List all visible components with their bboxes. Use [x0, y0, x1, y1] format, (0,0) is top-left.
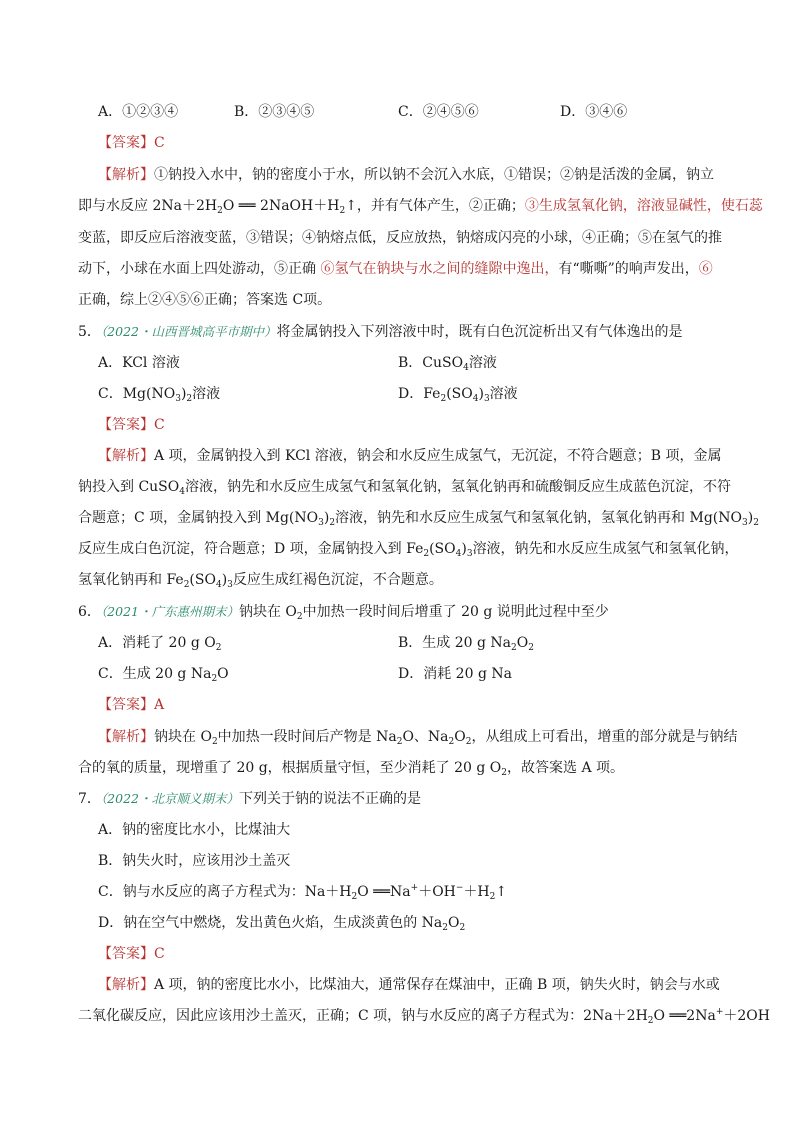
subscript: 2	[465, 737, 472, 747]
subscript: 4	[463, 363, 469, 373]
q7-analysis-line-2	[78, 1006, 770, 1026]
q7-analysis-line-1	[98, 975, 720, 995]
q4-analysis-line-2	[78, 196, 763, 216]
subscript: 4	[215, 580, 222, 590]
analysis-tag: 【解析】	[98, 729, 154, 745]
q4-option-a: A．①②③④	[98, 104, 179, 120]
subscript: 2	[396, 737, 403, 747]
question-number: 7．	[78, 791, 101, 807]
text: 溶液，钠先和水反应生成氢气和氢氧化钠，氢氧化钠再和硫酸铜反应生成蓝色沉淀，不符	[184, 479, 731, 495]
text: O ══2Na	[653, 1008, 716, 1024]
text: 中加热一段时间后增重了 20 g 说明此过程中至少	[302, 604, 609, 620]
superscript: +	[715, 1007, 724, 1017]
subscript: 2	[511, 643, 517, 653]
q4-option-c: C．②④⑤⑥	[398, 104, 479, 120]
q5-stem	[78, 322, 682, 342]
subscript: 2	[211, 737, 218, 747]
subscript: 2	[501, 768, 508, 778]
q5-analysis-line-3	[78, 508, 759, 528]
highlight-text: ⑥	[698, 261, 713, 277]
q6-analysis-line-1	[98, 727, 737, 747]
q5-option-c	[98, 384, 220, 404]
q6-analysis-line-2	[78, 758, 624, 778]
q5-analysis-line-4	[78, 539, 739, 559]
subscript: 4	[455, 549, 462, 559]
subscript: 3	[741, 518, 748, 528]
q7-option-a: A．钠的密度比水小，比煤油大	[98, 822, 291, 838]
text: 中加热一段时间后产物是 Na	[217, 729, 397, 745]
text: 溶液	[468, 355, 497, 371]
analysis-tag: 【解析】	[98, 167, 154, 183]
text: D．Fe	[398, 386, 441, 402]
subscript: 2	[351, 892, 358, 902]
text: 钠块在 O	[154, 729, 212, 745]
text: )	[461, 541, 467, 557]
q5-option-a: A．KCl 溶液	[98, 355, 180, 371]
question-source: （2022・山西晋城高平市期中）	[100, 324, 277, 339]
subscript: 2	[183, 580, 190, 590]
answer-value: C	[154, 417, 165, 433]
subscript: 3	[483, 394, 490, 404]
text: O	[217, 666, 229, 682]
text: O	[516, 635, 529, 651]
superscript: −	[455, 883, 464, 893]
subscript: 2	[528, 643, 534, 653]
text: 溶液	[489, 386, 518, 402]
answer-value: A	[154, 697, 165, 713]
text: 即与水反应 2Na＋2H	[78, 198, 218, 214]
q5-option-d	[398, 384, 518, 404]
text: A．消耗了 20 g O	[98, 635, 216, 651]
text: ＋2OH	[723, 1008, 770, 1024]
highlight-text: ③生成氢氧化钠，溶液显碱性，使石蕊	[524, 198, 763, 214]
subscript: 2	[296, 612, 303, 622]
text: ＋H	[463, 884, 490, 900]
text: 合题意；C 项，金属钠投入到 Mg(NO	[78, 510, 319, 526]
q6-option-a	[98, 633, 221, 653]
text: A 项，金属钠投入到 KCl 溶液，钠会和水反应生成氢气，无沉淀，不符合题意；B 项，金属	[154, 448, 722, 464]
q5-option-b	[398, 353, 497, 373]
text: 反应生成白色沉淀，符合题意；D 项，金属钠投入到 Fe	[78, 541, 424, 557]
text: 氢氧化钠再和 Fe	[78, 572, 184, 588]
q5-analysis-line-5	[78, 570, 443, 590]
text: B．生成 20 g Na	[398, 635, 512, 651]
subscript: 2	[339, 206, 346, 216]
text: ＋OH	[418, 884, 456, 900]
question-text: 将金属钠投入下列溶液中时，既有白色沉淀析出又有气体逸出的是	[276, 324, 683, 340]
q5-analysis-line-1	[98, 446, 721, 466]
text: O ══ 2NaOH＋H	[222, 198, 340, 214]
subscript: 4	[472, 394, 479, 404]
text: ，从组成上可看出，增重的部分就是与钠结	[471, 729, 738, 745]
text: )	[747, 510, 754, 526]
analysis-tag: 【解析】	[98, 448, 154, 464]
answer-tag: 【答案】	[98, 697, 154, 713]
text: C．Mg(NO	[98, 386, 176, 402]
subscript: 2	[753, 518, 759, 528]
analysis-text: ①钠投入水中，钠的密度小于水，所以钠不会沉入水底，①错误；②钠是活泼的金属，钠立	[154, 167, 714, 183]
q6-option-c	[98, 664, 229, 684]
text: 二氧化碳反应，因此应该用沙土盖灭，正确；C 项，钠与水反应的离子方程式为：2Na＋2H	[78, 1008, 648, 1024]
q4-analysis-line-1	[98, 165, 714, 185]
answer-tag: 【答案】	[98, 417, 154, 433]
q4-answer	[98, 133, 165, 153]
q4-analysis-line-5: 正确，综上②④⑤⑥正确；答案选 C项。	[78, 292, 332, 308]
q6-stem	[78, 602, 609, 622]
text: 合的氧的质量，现增重了 20 g，根据质量守恒，至少消耗了 20 g O	[78, 760, 502, 776]
text: (SO	[189, 572, 216, 588]
question-text: 下列关于钠的说法不正确的是	[238, 791, 421, 807]
text: O	[448, 915, 460, 931]
text: ，故答案选 A 项。	[507, 760, 625, 776]
text: (SO	[446, 386, 473, 402]
q4-option-b: B．②③④⑤	[234, 104, 315, 120]
q5-analysis-line-2	[78, 477, 731, 497]
text: 溶液，钠先和水反应生成氢气和氢氧化钠，氢氧化钠再和 Mg(NO	[335, 510, 742, 526]
q6-option-d: D．消耗 20 g Na	[398, 666, 512, 682]
subscript: 2	[217, 206, 223, 216]
q4-analysis-line-4	[78, 259, 713, 279]
analysis-tag: 【解析】	[98, 977, 154, 993]
text: C．生成 20 g Na	[98, 666, 212, 682]
text: B．CuSO	[398, 355, 464, 371]
text: (SO	[429, 541, 456, 557]
q5-answer	[98, 415, 165, 435]
text: 动下，小球在水面上四处游动，⑤正确	[78, 261, 321, 277]
q7-stem	[78, 789, 421, 809]
q7-option-c	[98, 882, 507, 902]
q6-answer	[98, 695, 164, 715]
text: 反应生成红褐色沉淀，不合题意。	[232, 572, 443, 588]
text: D．钠在空气中燃烧，发出黄色火焰，生成淡黄色的 Na	[98, 915, 443, 931]
subscript: 2	[329, 518, 336, 528]
text: 有“嘶嘶”的响声发出，	[558, 261, 699, 277]
text: O、Na	[402, 729, 449, 745]
text: ↑，并有气体产生，②正确；	[345, 198, 525, 214]
q4-option-d: D．③④⑥	[560, 104, 628, 120]
answer-tag: 【答案】	[98, 946, 154, 962]
text: )	[221, 572, 228, 588]
subscript: 2	[440, 394, 447, 404]
text: 钠块在 O	[238, 604, 297, 620]
question-source: （2022・北京顺义期末）	[100, 791, 239, 806]
answer-tag: 【答案】	[98, 135, 154, 151]
subscript: 2	[186, 394, 193, 404]
superscript: +	[410, 883, 419, 893]
subscript: 3	[466, 549, 473, 559]
subscript: 2	[442, 923, 449, 933]
subscript: 2	[423, 549, 430, 559]
text: O	[454, 729, 466, 745]
subscript: 3	[227, 580, 233, 590]
q7-option-d	[98, 913, 465, 933]
q7-answer	[98, 944, 165, 964]
text: 溶液，钠先和水反应生成氢气和氢氧化钠，	[472, 541, 739, 557]
q7-option-b: B．钠失火时，应该用沙土盖灭	[98, 853, 291, 869]
text: C．钠与水反应的离子方程式为：Na＋H	[98, 884, 352, 900]
answer-value: C	[154, 135, 165, 151]
subscript: 2	[211, 674, 218, 684]
subscript: 2	[647, 1016, 654, 1026]
question-number: 6．	[78, 604, 101, 620]
text: )	[323, 510, 330, 526]
question-source: （2021・广东惠州期末）	[100, 604, 239, 619]
subscript: 4	[179, 487, 185, 497]
text: A 项，钠的密度比水小，比煤油大，通常保存在煤油中，正确 B 项，钠失火时，钠会与水或	[154, 977, 720, 993]
subscript: 3	[318, 518, 324, 528]
q6-option-b	[398, 633, 534, 653]
q4-analysis-line-3: 变蓝，即反应后溶液变蓝，③错误；④钠熔点低，反应放热，钠熔成闪亮的小球，④正确；⑤在氢气的推	[78, 230, 722, 246]
highlight-text: ⑥氢气在钠块与水之间的缝隙中逸出，	[320, 261, 559, 277]
answer-value: C	[154, 946, 165, 962]
text: 钠投入到 CuSO	[78, 479, 180, 495]
subscript: 2	[489, 892, 496, 902]
subscript: 2	[459, 923, 466, 933]
subscript: 2	[215, 643, 222, 653]
text: ↑	[495, 884, 508, 900]
subscript: 3	[175, 394, 181, 404]
subscript: 2	[448, 737, 455, 747]
text: )	[478, 386, 484, 402]
text: )	[180, 386, 187, 402]
text: O ══Na	[357, 884, 411, 900]
question-number: 5．	[78, 324, 101, 340]
text: 溶液	[192, 386, 221, 402]
